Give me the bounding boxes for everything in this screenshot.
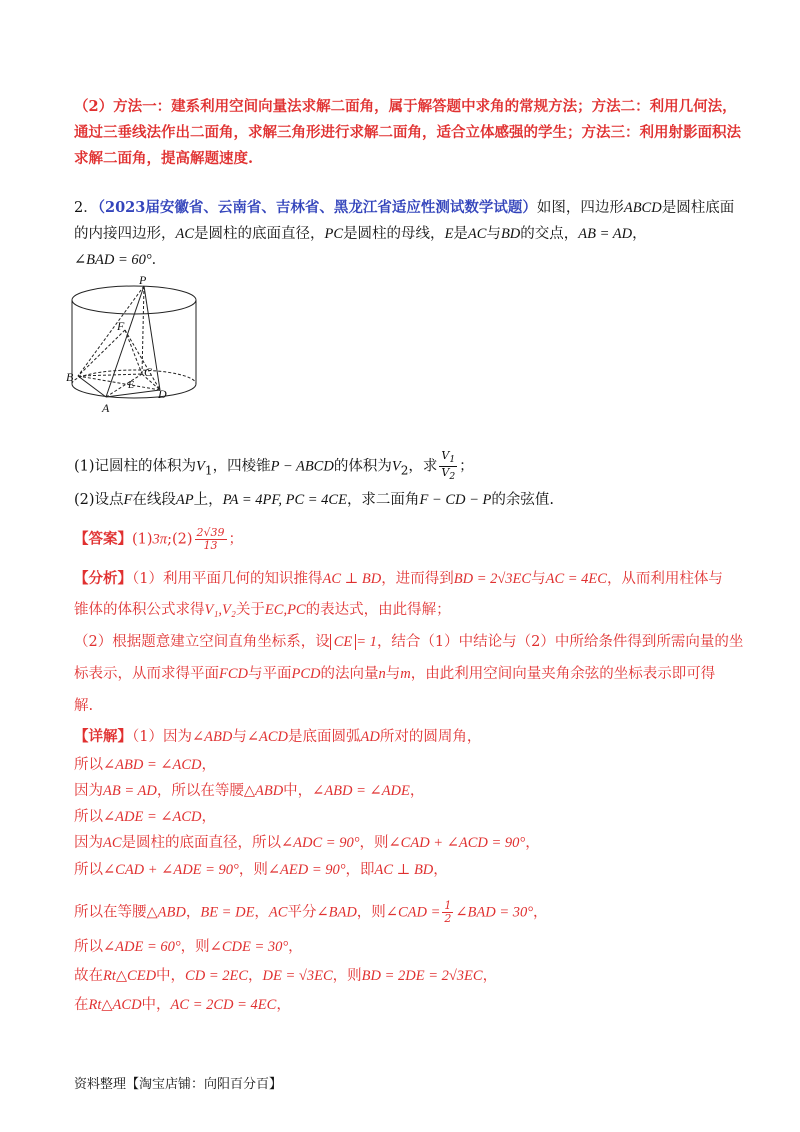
label-b: B [66,370,74,384]
label-c: C [144,365,153,379]
detail-line-8: 所以∠ADE = 60°，则∠CDE = 30°， [74,939,303,955]
label-p: P [139,273,147,287]
problem-line-3: ∠BAD = 60°． [74,252,167,268]
detail-tag: 【详解】 [74,728,132,745]
analysis-line-1: 【分析】（1）利用平面几何的知识推得AC ⊥ BD，进而得到BD = 2√3EC与AC = 4EC，从而利用柱体与 [74,570,723,587]
label-a: A [102,401,110,415]
analysis-line-5: 解. [74,698,94,714]
problem-number: 2． [74,200,98,216]
label-d: D [158,387,167,401]
problem-line-1: 2．（2023届安徽省、云南省、吉林省、黑龙江省适应性测试数学试题）如图，四边形ABCD是圆柱底面 [74,199,735,216]
detail-line-9: 故在Rt△CED中，CD = 2EC，DE = √3EC，则BD = 2DE = 2√3EC， [74,968,498,984]
half-fraction: $\frac{1}{2}$ [444,899,452,925]
detail-line-7: 所以在等腰△ABD，BE = DE，AC平分∠BAD，则∠CAD = $\frac{1}{2}$ ∠BAD = 30°， [74,899,548,925]
page-footer: 资料整理【淘宝店铺：向阳百分百】 [74,1077,283,1092]
intro-line-3: 求解二面角，提高解题速度. [74,150,254,167]
detail-line-3: 因为AB = AD，所以在等腰△ABD中，∠ABD = ∠ADE， [74,783,425,799]
label-f: F [117,319,125,333]
answer-2-fraction: $\frac{2√39}{13}$ [196,526,225,552]
problem-source: （2023届安徽省、云南省、吉林省、黑龙江省适应性测试数学试题） [97,199,537,216]
cylinder-figure [62,272,212,422]
detail-line-1: 【详解】（1）因为∠ABD与∠ACD是底面圆弧AD所对的圆周角， [74,728,482,745]
detail-line-6: 所以∠CAD + ∠ADE = 90°，则∠AED = 90°，即AC ⊥ BD， [74,862,448,878]
detail-line-5: 因为AC是圆柱的底面直径，所以∠ADC = 90°，则∠CAD + ∠ACD = 90°， [74,835,540,851]
question-2: (2)设点F在线段AP上，PA = 4PF, PC = 4CE，求二面角F − CD − P的余弦值. [74,492,554,508]
label-e: E [128,380,135,391]
analysis-tag: 【分析】 [74,570,132,587]
detail-line-2: 所以∠ABD = ∠ACD， [74,757,217,773]
detail-line-4: 所以∠ADE = ∠ACD， [74,809,217,825]
answer-line: 【答案】(1)3π;(2) $\frac{2√39}{13}$ ； [74,526,244,552]
question-1: (1)记圆柱的体积为$V_1$，四棱锥P − ABCD的体积为$V_2$，求 $\frac{V_1}{V_2}$ ； [74,449,474,483]
intro-line-2: 通过三垂线法作出二面角，求解三角形进行求解二面角，适合立体感强的学生；方法三：利用射影面积法 [74,124,741,141]
problem-line-2: 的内接四边形，AC是圆柱的底面直径，PC是圆柱的母线，E是AC与BD的交点，AB = AD， [74,226,647,242]
answer-tag: 【答案】 [74,530,132,548]
analysis-line-3: （2）根据题意建立空间直角坐标系，设 CE = 1，结合（1）中结论与（2）中所给条件得到所需向量的坐 [74,634,744,650]
analysis-line-2: 锥体的体积公式求得V₁,V₂关于EC,PC的表达式，由此得解； [74,602,451,618]
intro-line-1: （2）方法一：建系利用空间向量法求解二面角，属于解答题中求角的常规方法；方法二：利用几何法， [74,98,737,115]
analysis-line-4: 标表示，从而求得平面FCD与平面PCD的法向量n与m，由此利用空间向量夹角余弦的坐标表示即可得 [74,666,716,682]
detail-line-10: 在Rt△ACD中，AC = 2CD = 4EC， [74,997,291,1013]
volume-ratio: $\frac{V_1}{V_2}$ [441,449,456,483]
